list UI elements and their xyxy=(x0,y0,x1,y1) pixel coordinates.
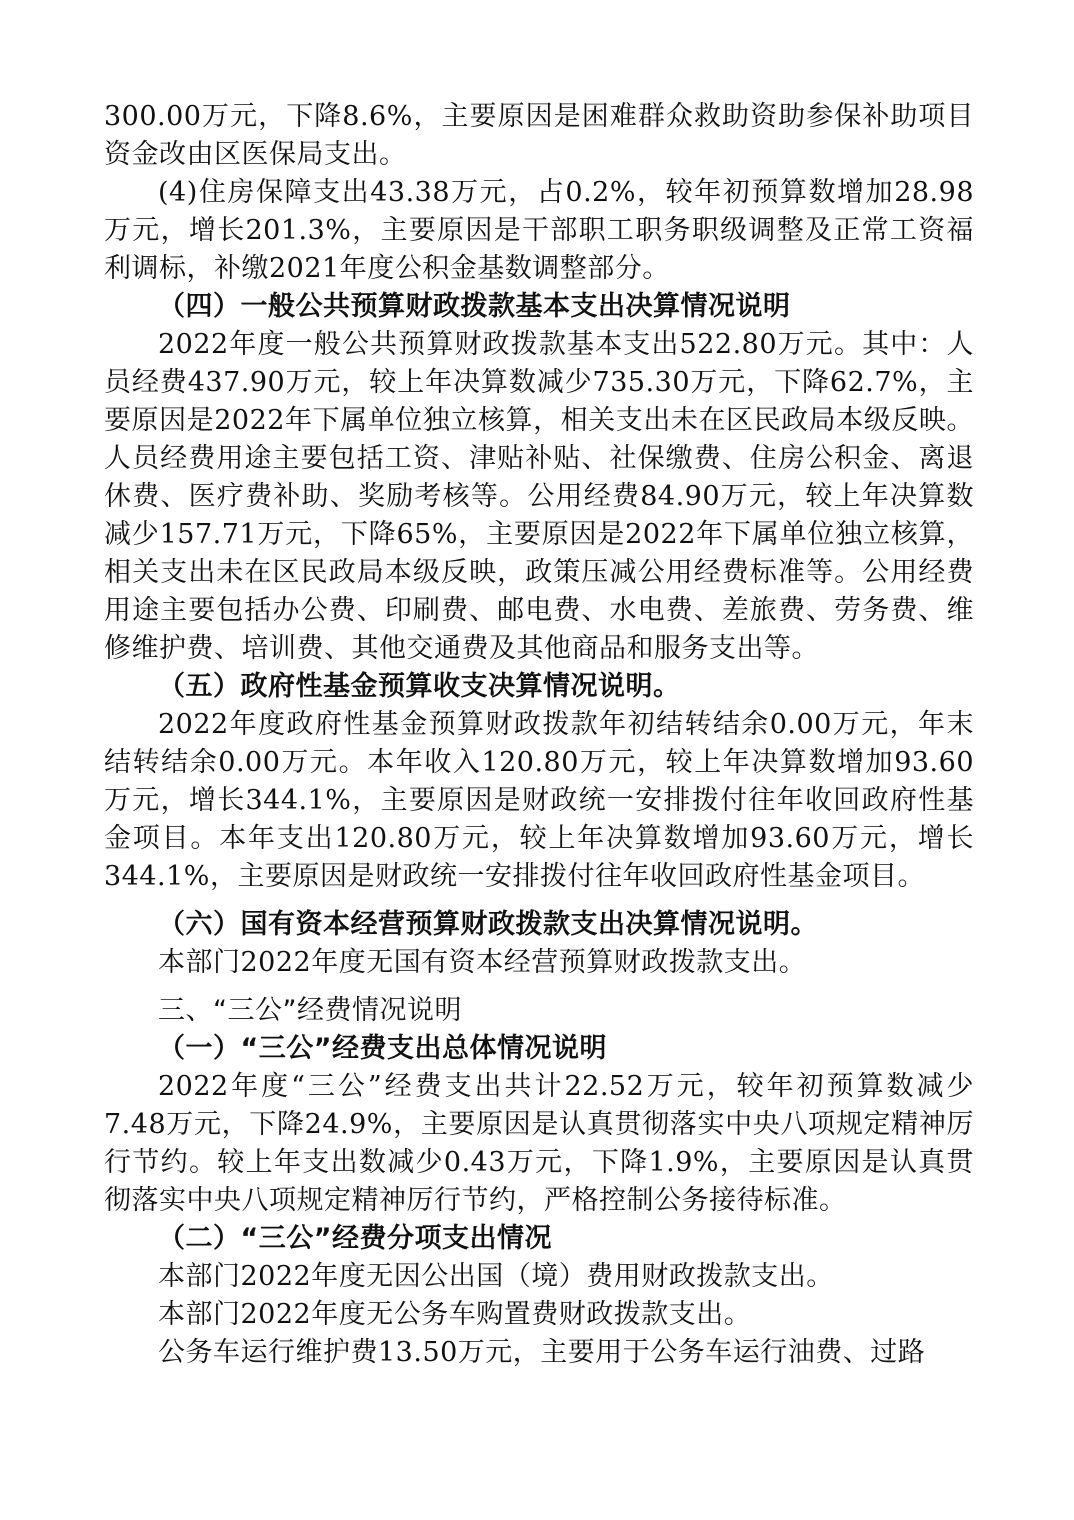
paragraph-overseas-travel: 本部门2022年度无因公出国（境）费用财政拨款支出。 xyxy=(158,1261,834,1292)
heading-basic-expenditure: （四）一般公共预算财政拨款基本支出决算情况说明 xyxy=(158,291,791,322)
paragraph-vehicle-maintenance: 公务车运行维护费13.50万元，主要用于公务车运行油费、过路 xyxy=(158,1337,926,1368)
paragraph-vehicle-purchase: 本部门2022年度无公务车购置费财政拨款支出。 xyxy=(158,1299,752,1330)
heading-government-fund: （五）政府性基金预算收支决算情况说明。 xyxy=(158,671,681,702)
heading-state-capital: （六）国有资本经营预算财政拨款支出决算情况说明。 xyxy=(158,909,818,940)
heading-three-public-items: （二）“三公”经费分项支出情况 xyxy=(158,1223,552,1254)
paragraph-state-capital: 本部门2022年度无国有资本经营预算财政拨款支出。 xyxy=(158,947,807,978)
document-page xyxy=(104,98,974,1372)
paragraph-social-security-continued: 300.00万元，下降8.6%，主要原因是困难群众救助资助参保补助项目资金改由区医保局支出。 xyxy=(104,101,974,170)
paragraph-three-public-overall: 2022年度“三公”经费支出共计22.52万元，较年初预算数减少7.48万元，下降24.9%，主要原因是认真贯彻落实中央八项规定精神厉行节约。较上年支出数减少0.43万元，下降1.9%，主要原因是认真贯彻落实中央八项规定精神厉行节约，严格控制公务接待标准。 xyxy=(104,1071,974,1216)
paragraph-government-fund: 2022年度政府性基金预算财政拨款年初结转结余0.00万元，年末结转结余0.00万元。本年收入120.80万元，较上年决算数增加93.60万元，增长344.1%，主要原因是财政统一安排拨付往年收回政府性基金项目。本年支出120.80万元，较上年决算数增加93.60万元，增长344.1%，主要原因是财政统一安排拨付往年收回政府性基金项目。 xyxy=(104,709,974,892)
heading-three-public-overall: （一）“三公”经费支出总体情况说明 xyxy=(158,1033,607,1064)
section-three-public-expenses: 三、“三公”经费情况说明 xyxy=(158,995,462,1026)
paragraph-basic-expenditure: 2022年度一般公共预算财政拨款基本支出522.80万元。其中：人员经费437.90万元，较上年决算数减少735.30万元，下降62.7%，主要原因是2022年下属单位独立核算，相关支出未在区民政局本级反映。人员经费用途主要包括工资、津贴补贴、社保缴费、住房公积金、离退休费、医疗费补助、奖励考核等。公用经费84.90万元，较上年决算数减少157.71万元，下降65%，主要原因是2022年下属单位独立核算，相关支出未在区民政局本级反映，政策压减公用经费标准等。公用经费用途主要包括办公费、印刷费、邮电费、水电费、差旅费、劳务费、维修维护费、培训费、其他交通费及其他商品和服务支出等。 xyxy=(104,329,974,664)
paragraph-housing-expenditure: (4)住房保障支出43.38万元，占0.2%，较年初预算数增加28.98万元，增长201.3%，主要原因是干部职工职务职级调整及正常工资福利调标，补缴2021年度公积金基数调整部分。 xyxy=(104,177,974,284)
